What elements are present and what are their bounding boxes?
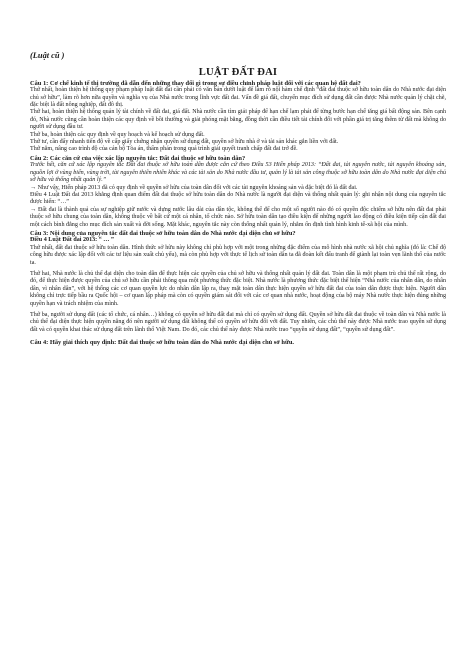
paragraph: → Như vậy, Hiến pháp 2013 đã có quy định về quyền sở hữu của toàn dân đối với các tài nguyên khoáng sản và đặc biệt đó là đất đai. <box>30 184 358 191</box>
paragraph: Điều 4 Luật Đất đai 2013 khẳng định quan điểm đất đai thuộc sở hữu toàn dân do Nhà nước là người đại diện và thống nhất quản lý: ghi nhận nội dung của nguyên tắc được hiến: “…” <box>30 191 446 206</box>
question-2: Câu 2: Các căn cứ của việc xác lập nguyên tắc: Đất đai thuộc sở hữu toàn dân? <box>30 154 246 162</box>
spacer <box>30 334 446 338</box>
question-1: Câu 1: Cơ chế kinh tế thị trường đã dẫn đến những thay đổi gì trong sự điều chỉnh pháp luật đối với các quan hệ đất đai? <box>30 79 361 87</box>
paragraph: Điều 4 Luật Đất đai 2013: “ … ” <box>30 237 114 244</box>
paragraph: Trước hết, căn cứ xác lập nguyên tắc Đất đai thuộc sở hữu toàn dân được căn cứ theo Điều 53 Hiến pháp 2013: “Đất đai, tài nguyên nước, tài nguyên khoáng sản, nguồn lợi ở vùng biển, vùng trời, tài nguyên thiên nhiên khác và các tài sản do Nhà nước đầu tư, quản lý là tài sản công thuộc sở hữu toàn dân do Nhà nước đại diện chủ sở hữu và thống nhất quản lý.” <box>30 162 446 184</box>
paragraph: Thứ ba, người sử dụng đất (các tổ chức, cá nhân…) không có quyền sở hữu đất đai mà chỉ có quyền sử dụng đất. Quyền sở hữu đất đai thuộc về toàn dân và Nhà nước là chủ thể đại diện thực hiện quyền năng đó nên người sử dụng đất không thể có quyền sở hữu đối với đất. Tuy nhiên, các chủ thể này được Nhà nước trao quyền sử dụng đất và có quyền khai thác sử dụng đất trên lãnh thổ Việt Nam. Do đó, các chủ thể này được Nhà nước trao “quyền sử dụng đất”, “quyền sử dụng đất”. <box>30 312 446 333</box>
paragraph: Thứ nhất, đất đai thuộc sở hữu toàn dân. Hình thức sở hữu này không chỉ phù hợp với một trong những đặc điểm của mô hình nhà nước xã hội chủ nghĩa (đó là: Chế độ công hữu được xác lập đối với các tư liệu sản xuất chủ yếu), mà còn phù hợp với thực tế lịch sử toàn dân ta đã đoàn kết đấu tranh để giành lại toàn vẹn lãnh thổ của nước ta. <box>30 244 446 266</box>
paragraph: Thứ nhất, hoàn thiện hệ thống quy phạm pháp luật đất đai cần phải có văn bản dưới luật để làm rõ nội hàm chế định “đất đai thuộc sở hữu toàn dân do Nhà nước đại diện chủ sở hữu”, làm rõ hơn nữa quyền và nghĩa vụ của Nhà nước trong lĩnh vực đất đai. Vấn đề giá đất, chuyển mục đích sử dụng đất cần được Nhà nước quản lý chặt chẽ, đặc biệt là đất nông nghiệp, đất đô thị. <box>30 87 446 109</box>
paragraph: Thứ năm, nâng cao trình độ của cán bộ Tòa án, thẩm phán trong quá trình giải quyết tranh chấp đất đai trở đề. <box>30 146 298 153</box>
paragraph: Thứ tư, cần đẩy nhanh tiến độ về cấp giấy chứng nhận quyền sử dụng đất, quyền sở hữu nhà ở và tài sản khác gắn liền với đất. <box>30 139 339 146</box>
paragraph: Thứ hai, Nhà nước là chủ thể đại diện cho toàn dân để thực hiện các quyền của chủ sở hữu và thống nhất quản lý đất đai. Toàn dân là một phạm trù chủ thể rất rộng, do đó, để thực hiện được quyền của chủ sở hữu cần phải thông qua một phương thức đặc biệt. Nhà nước là phương thức đặc biệt thể hiện “Nhà nước của nhân dân, do nhân dân, vì nhân dân”, với hệ thống các cơ quan quyền lực do nhân dân lập ra, thay mặt toàn dân thực hiện quyền sở hữu đất đai của toàn dân được thực hiện. Người dân không chỉ trực tiếp bầu ra Quốc hội – cơ quan lập pháp mà còn có quyền giám sát đối với các cơ quan nhà nước, hoạt động của bộ máy Nhà nước thực hiện đúng những quyền hạn và trách nhiệm của mình. <box>30 270 446 307</box>
paragraph: Thứ hai, hoàn thiện hệ thống quản lý tài chính về đất đai, giá đất. Nhà nước cần tìm giải pháp để hạn chế lạm phát để từng bước hạn chế tăng giá bất động sản. Bên cạnh đó, Nhà nước cũng cần hoàn thiện các quy định về bồi thường và giải phóng mặt bằng, đồng thời cần điều tiết tài chính đối với phần giá trị tăng thêm từ đất mà không do người sử dụng đầu tư. <box>30 109 446 131</box>
document-title: LUẬT ĐẤT ĐAI <box>198 67 278 79</box>
question-4: Câu 4: Hãy giải thích quy định: Đất đai thuộc sở hữu toàn dân do Nhà nước đại diện chủ sở hữu. <box>30 339 294 347</box>
paragraph: Thứ ba, hoàn thiện các quy định về quy hoạch và kế hoạch sử dụng đất. <box>30 131 205 138</box>
paragraph: → Đất đai là thành quả của sự nghiệp giữ nước và dựng nước lâu dài của dân tộc, không thể để cho một số người nào đó có quyền độc chiếm sở hữu nên đất đai phải thuộc sở hữu chung của toàn dân, không thuộc về bất cứ một cá nhân, tổ chức nào. Sở hữu toàn dân tạo điều kiện để những người lao động có điều kiện tiếp cận đất đai một cách bình đẳng cho mục đích sản xuất và đời sống. Mặt khác, nguyên tắc này còn thống nhất quản lý, nhằm ổn định tình hình kinh tế-xã hội của mình. <box>30 206 446 228</box>
law-tag: (Luật cũ ) <box>30 51 65 60</box>
question-3: Câu 3: Nội dung của nguyên tắc đất đai thuộc sở hữu toàn dân do Nhà nước đại diện chủ sở hữu? <box>30 229 296 237</box>
document-page <box>30 52 446 347</box>
